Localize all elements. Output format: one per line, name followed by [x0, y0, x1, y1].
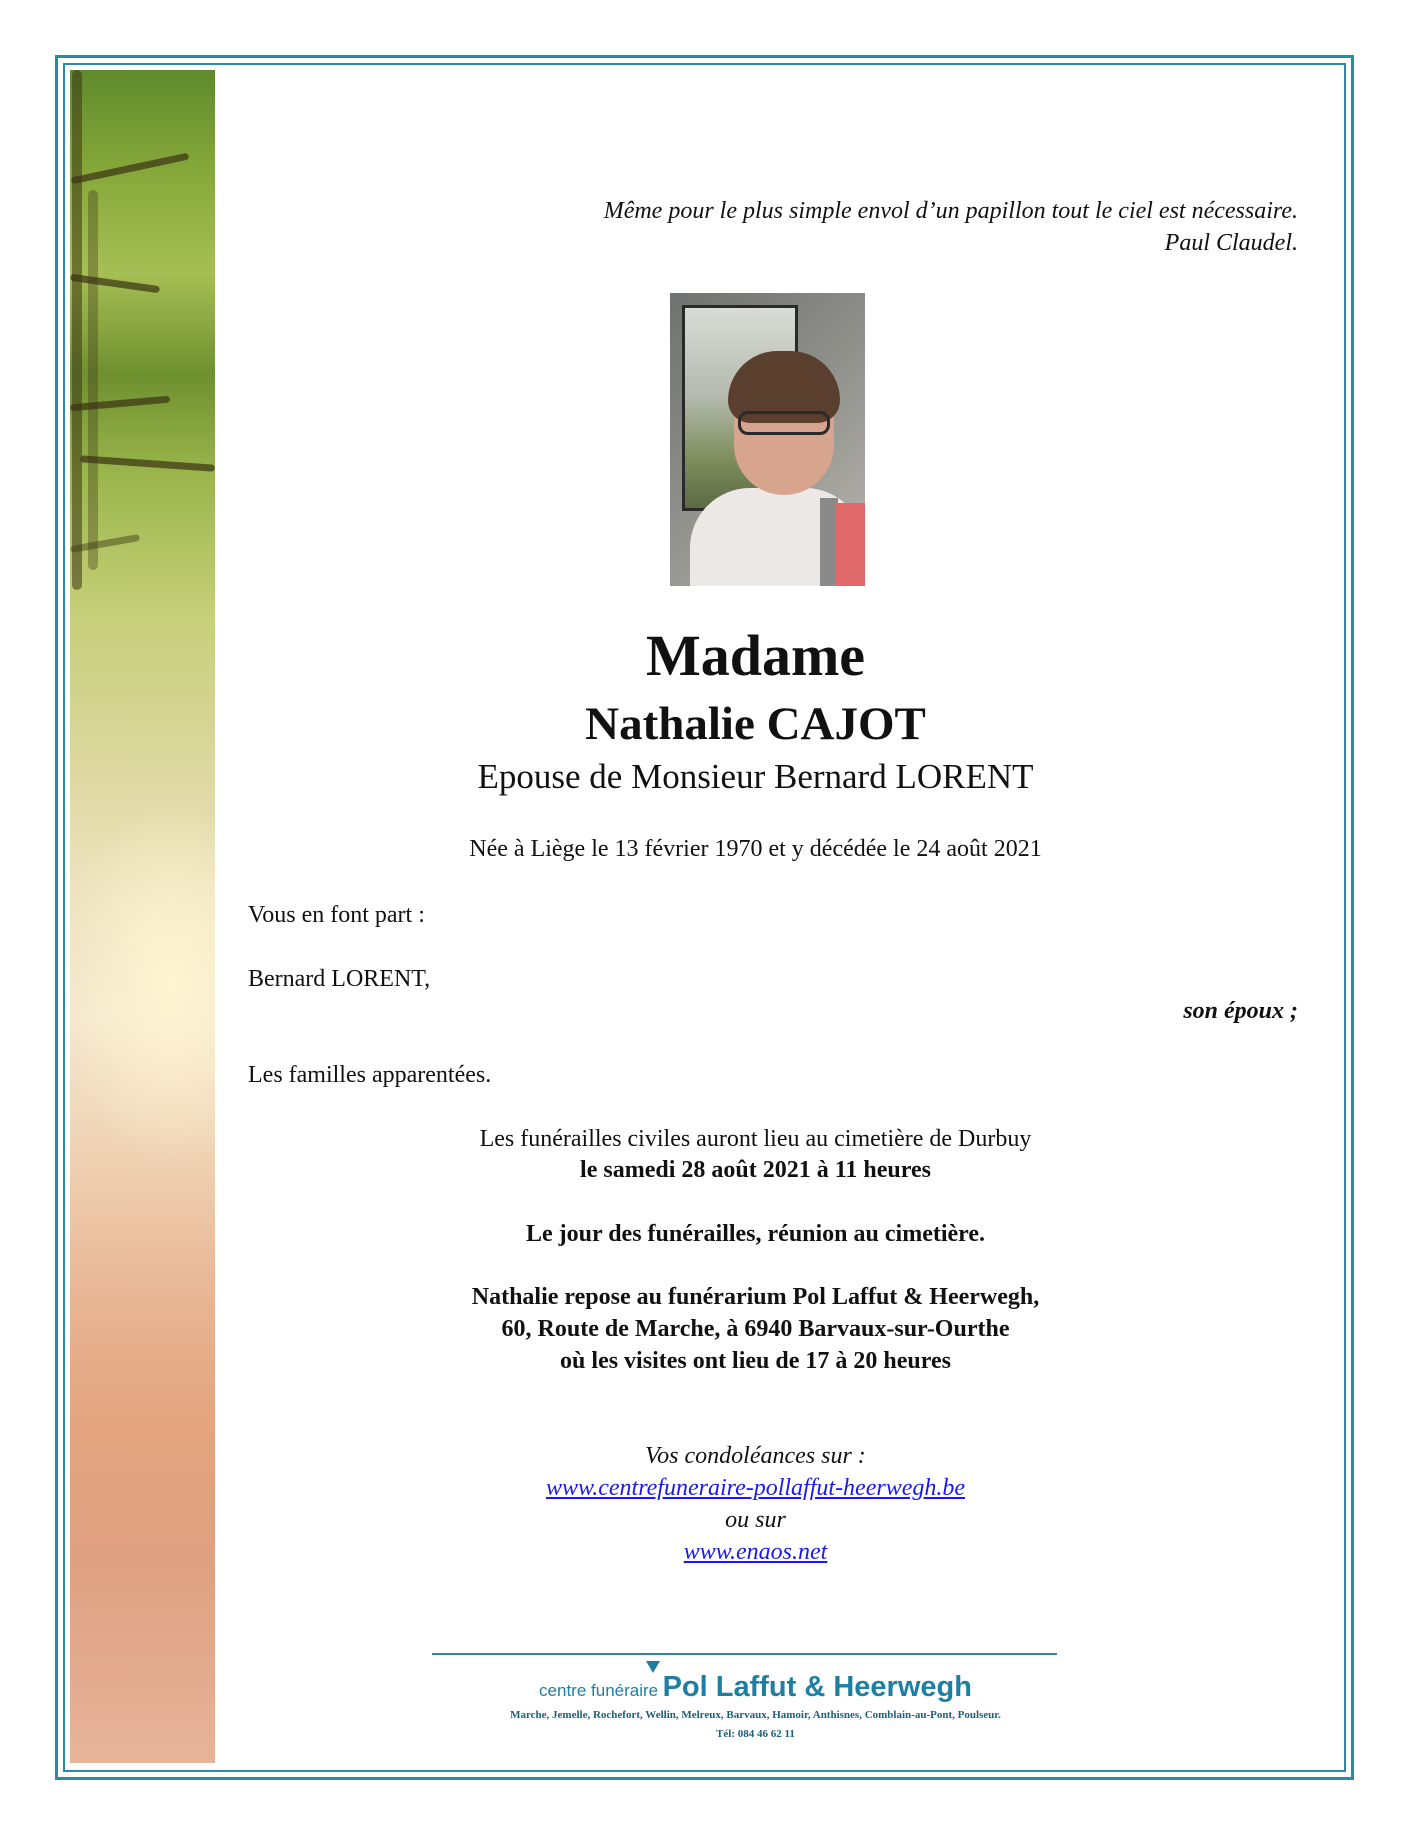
spouse-line: Epouse de Monsieur Bernard LORENT [477, 757, 1034, 796]
funeral-date: le samedi 28 août 2021 à 11 heures [580, 1157, 931, 1183]
deceased-name: Nathalie CAJOT [585, 698, 926, 750]
condolences-link-2[interactable]: www.enaos.net [683, 1539, 828, 1565]
rest-line-3: où les visites ont lieu de 17 à 20 heures [560, 1348, 951, 1374]
footer-phone: Tél: 084 46 62 11 [716, 1728, 795, 1740]
relative-relation: son époux ; [1183, 998, 1298, 1024]
logo-prefix: centre funéraire [539, 1681, 659, 1700]
announcement-intro: Vous en font part : [248, 902, 425, 928]
funeral-location: Les funérailles civiles auront lieu au cimetière de Durbuy [479, 1126, 1032, 1152]
condolences-link-1[interactable]: www.centrefuneraire-pollaffut-heerwegh.be [545, 1475, 966, 1501]
portrait-photo [670, 293, 865, 586]
footer-places: Marche, Jemelle, Rochefort, Wellin, Melreux, Barvaux, Hamoir, Anthisnes, Comblain-au-Pont, Poulseur. [510, 1709, 1001, 1721]
quote-author: Paul Claudel. [1164, 230, 1298, 256]
birth-death-line: Née à Liège le 13 février 1970 et y décédée le 24 août 2021 [469, 836, 1042, 862]
footer-rule [432, 1653, 1057, 1655]
rest-line-1: Nathalie repose au funérarium Pol Laffut & Heerwegh, [471, 1284, 1040, 1310]
forest-path-side-image [70, 70, 215, 1763]
relative-name: Bernard LORENT, [248, 966, 431, 992]
deceased-title: Madame [645, 623, 866, 688]
condolences-link-1-wrap [215, 1475, 1296, 1502]
quote-text: Même pour le plus simple envol d’un papillon tout le ciel est nécessaire. [603, 198, 1298, 224]
funeral-meeting: Le jour des funérailles, réunion au cimetière. [525, 1221, 986, 1247]
logo-brand: Pol Laffut & Heerwegh [662, 1671, 972, 1703]
condolences-separator: ou sur [725, 1507, 786, 1533]
condolences-link-2-wrap [215, 1539, 1296, 1566]
families-line: Les familles apparentées. [248, 1062, 492, 1088]
condolences-label: Vos condoléances sur : [645, 1443, 866, 1469]
footer-logo [215, 1671, 1296, 1704]
rest-line-2: 60, Route de Marche, à 6940 Barvaux-sur-Ourthe [501, 1316, 1010, 1342]
